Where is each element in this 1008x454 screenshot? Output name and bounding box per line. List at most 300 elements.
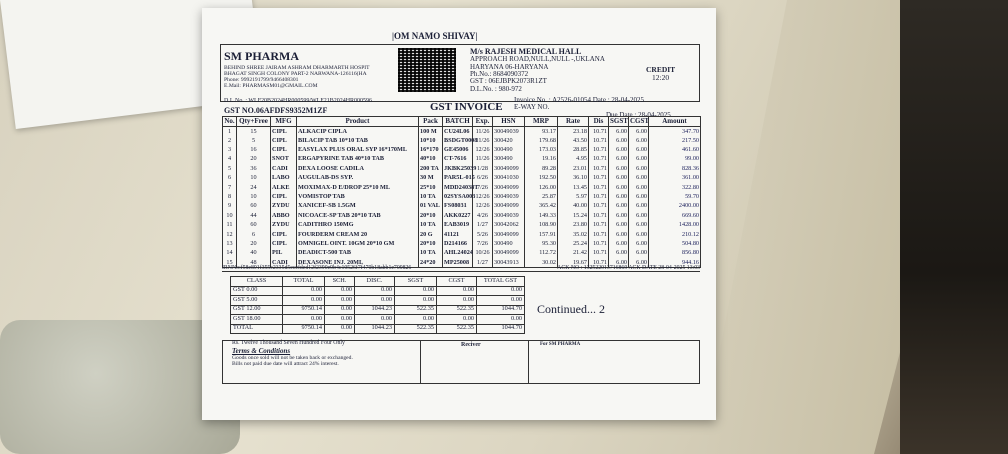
table-cell: 15.24: [558, 211, 589, 220]
table-cell: 6.00: [609, 211, 629, 220]
tax-cell: 0.00: [395, 286, 437, 296]
table-cell: FS08031: [443, 202, 473, 211]
table-cell: 6.00: [609, 127, 629, 136]
table-cell: CIPL: [271, 240, 297, 249]
table-cell: 20*10: [419, 240, 443, 249]
table-cell: 10*10: [419, 136, 443, 145]
table-cell: MP25008: [443, 258, 473, 267]
items-table: [222, 116, 701, 268]
table-cell: 828.36: [649, 164, 701, 173]
buyer-line: GST : 06EJBPK2073R1ZT: [470, 77, 547, 86]
table-cell: 10 TA: [419, 221, 443, 230]
buyer-name: M/s RAJESH MEDICAL HALL: [470, 47, 582, 56]
tax-cell: 9750.14: [283, 324, 325, 334]
table-cell: 6.00: [629, 221, 649, 230]
table-cell: 1428.00: [649, 221, 701, 230]
tax-cell: 0.00: [283, 286, 325, 296]
table-cell: 6.00: [629, 240, 649, 249]
table-cell: 25.24: [558, 240, 589, 249]
table-cell: 6.00: [609, 221, 629, 230]
table-row: [223, 136, 701, 145]
table-cell: 10.71: [589, 164, 609, 173]
credit-block: [646, 66, 675, 82]
table-cell: 35.02: [558, 230, 589, 239]
tax-column-header: TOTAL GST: [477, 277, 525, 287]
tax-row: [231, 296, 525, 306]
table-cell: 10.71: [589, 193, 609, 202]
table-cell: 10.71: [589, 155, 609, 164]
invoice-number: Invoice No. : A2526-01054 Date : 28-04-2025: [514, 96, 645, 104]
table-cell: 6.00: [609, 174, 629, 183]
gst-invoice-document: [202, 8, 716, 420]
table-cell: 11/26: [473, 127, 493, 136]
table-cell: 36: [237, 164, 271, 173]
table-cell: 30.02: [525, 258, 558, 267]
column-header: SGST: [610, 117, 628, 125]
table-cell: 23.01: [558, 164, 589, 173]
column-header: Product: [297, 117, 419, 127]
table-cell: 200 TA: [419, 164, 443, 173]
tax-cell: 0.00: [477, 296, 525, 306]
table-cell: 347.70: [649, 127, 701, 136]
table-cell: CADI: [271, 258, 297, 267]
table-cell: 11/26: [473, 136, 493, 145]
table-cell: 43.50: [558, 136, 589, 145]
table-cell: PIL: [271, 249, 297, 258]
table-cell: 300490: [493, 155, 525, 164]
table-cell: MOXIMAX-D E/DROP 25*10 ML: [297, 183, 419, 192]
tax-cell: GST 18.00: [231, 315, 283, 325]
table-cell: 41121: [443, 230, 473, 239]
seller-address-line: BHAGAT SINGH COLONY PART-2 NARWANA-126116(HA: [224, 70, 367, 77]
tax-header-row: [231, 277, 525, 287]
table-cell: 6.00: [609, 183, 629, 192]
table-cell: 7/26: [473, 183, 493, 192]
table-cell: 30 M: [419, 174, 443, 183]
table-cell: 210.12: [649, 230, 701, 239]
table-cell: 60: [237, 221, 271, 230]
table-cell: DEADICT-500 TAB: [297, 249, 419, 258]
table-cell: 6.00: [609, 249, 629, 258]
tax-column-header: SGST: [395, 277, 437, 287]
tax-cell: 0.00: [325, 315, 355, 325]
table-cell: SNOT: [271, 155, 297, 164]
table-cell: DEXASONE INJ. 20ML: [297, 258, 419, 267]
table-cell: 3: [223, 146, 237, 155]
table-cell: 11: [223, 221, 237, 230]
table-cell: 30049099: [493, 249, 525, 258]
column-header: HSN: [493, 117, 525, 127]
table-cell: 13: [223, 240, 237, 249]
table-cell: 30041030: [493, 174, 525, 183]
table-cell: 1: [223, 127, 237, 136]
table-cell: 40: [237, 249, 271, 258]
table-cell: 6.00: [609, 193, 629, 202]
table-cell: 192.50: [525, 174, 558, 183]
table-cell: 10.71: [589, 183, 609, 192]
table-cell: 6.00: [629, 183, 649, 192]
table-cell: 6.00: [629, 211, 649, 220]
tax-cell: 522.35: [395, 324, 437, 334]
items-header-row: [223, 117, 701, 127]
table-row: [223, 146, 701, 155]
table-cell: 10 TA: [419, 193, 443, 202]
table-cell: 112.72: [525, 249, 558, 258]
seller-gst-number: GST NO.06AFDFS9352M1ZF: [224, 106, 328, 115]
table-cell: JKBK25039: [444, 164, 477, 172]
tax-summary-table: [230, 276, 525, 334]
terms-line: Goods once sold will not be taken back or exchanged.: [232, 355, 353, 361]
table-cell: 149.33: [525, 211, 558, 220]
table-row: [223, 211, 701, 220]
table-cell: 4/26: [473, 211, 493, 220]
buyer-line: D.L.No. : 980-972: [470, 84, 522, 93]
table-cell: 6.00: [629, 174, 649, 183]
buyer-line: HARYANA 06-HARYANA: [470, 62, 549, 71]
table-cell: 6.00: [609, 164, 629, 173]
qr-code-image: [398, 48, 456, 92]
table-cell: VOMISTOP TAB: [297, 193, 419, 202]
table-cell: 5: [223, 164, 237, 173]
table-cell: ZYDU: [271, 221, 297, 230]
table-cell: ALKE: [271, 183, 297, 192]
table-cell: 15: [223, 258, 237, 267]
table-cell: 10.71: [589, 211, 609, 220]
table-cell: LABO: [271, 174, 297, 183]
table-cell: 28.85: [558, 146, 589, 155]
eway-number: E-WAY NO.: [514, 103, 550, 112]
for-shop-label: For SM PHARMA: [540, 342, 581, 347]
table-cell: 6.00: [629, 146, 649, 155]
table-row: [223, 174, 701, 183]
table-cell: 02SYSA003: [444, 193, 476, 201]
table-cell: 20: [237, 240, 271, 249]
table-cell: CIPL: [271, 136, 297, 145]
tax-cell: 1044.70: [477, 305, 525, 315]
table-cell: 20*10: [419, 211, 443, 220]
ack-info: ACK NO : 132522013716869 ACK DATE 28-04-2025 13:03: [557, 265, 700, 271]
table-cell: EASYLAX PLUS ORAL SYP 16*170ML: [297, 146, 419, 155]
tax-cell: 1044.23: [355, 305, 395, 315]
table-cell: 944.16: [649, 258, 701, 267]
table-cell: 16*170: [419, 146, 443, 155]
tax-cell: 0.00: [395, 315, 437, 325]
tax-cell: 1044.23: [355, 324, 395, 334]
table-cell: 14: [223, 249, 237, 258]
seller-phone: Phone: 9992191799/9466408301: [224, 76, 299, 83]
table-cell: 6.00: [609, 240, 629, 249]
table-cell: BILACIP TAB 10*10 TAB: [297, 136, 419, 145]
table-cell: 10: [237, 174, 271, 183]
table-cell: 108.90: [525, 221, 558, 230]
tax-cell: 0.00: [325, 286, 355, 296]
table-cell: 10.71: [589, 249, 609, 258]
table-cell: 6.00: [629, 202, 649, 211]
table-cell: 23.18: [558, 127, 589, 136]
table-cell: MDD24038T: [444, 183, 479, 191]
due-date: Due Date : 28-04-2025: [606, 110, 671, 119]
receiver-label: Reciver: [461, 342, 481, 348]
table-cell: 30049039: [493, 211, 525, 220]
table-cell: 9: [223, 202, 237, 211]
table-cell: 173.03: [525, 146, 558, 155]
table-cell: 30049039: [493, 127, 525, 136]
table-cell: 95.30: [525, 240, 558, 249]
table-cell: 12/26: [473, 202, 493, 211]
table-cell: 36.10: [558, 174, 589, 183]
irn-number: IRNNo:f58e891f355c2335d5ecefded12f2390e9b4c10526f7f470b18abb1e709826: [222, 265, 412, 271]
table-cell: 6.00: [609, 136, 629, 145]
seller-dl-number: D.L.No. : WLF20B2024HR000599/WLF21B2024HR000596: [224, 98, 373, 104]
tax-cell: 0.00: [437, 296, 477, 306]
table-cell: 6.00: [609, 155, 629, 164]
column-header: Dis: [589, 117, 609, 127]
tax-cell: 0.00: [283, 296, 325, 306]
tax-cell: 0.00: [437, 286, 477, 296]
tax-cell: 0.00: [437, 315, 477, 325]
tax-cell: 0.00: [325, 296, 355, 306]
table-cell: 30049039: [493, 193, 525, 202]
tax-cell: 0.00: [283, 315, 325, 325]
table-cell: 20 G: [419, 230, 443, 239]
tax-cell: 522.35: [437, 324, 477, 334]
table-cell: 179.68: [525, 136, 558, 145]
table-cell: 6: [237, 230, 271, 239]
table-cell: 300490: [493, 146, 525, 155]
table-cell: 24*20: [419, 258, 443, 267]
table-cell: 10.71: [589, 136, 609, 145]
table-cell: 30042062: [493, 221, 525, 230]
column-header: Exp.: [473, 117, 493, 127]
table-cell: 25*10: [419, 183, 443, 192]
table-cell: 48: [237, 258, 271, 267]
column-header: CGST: [630, 117, 650, 125]
table-cell: BSDGT0008: [444, 136, 478, 144]
terms-text: [232, 356, 353, 368]
column-header: MRP: [525, 117, 558, 127]
table-cell: 19.67: [558, 258, 589, 267]
table-cell: 7/26: [473, 240, 493, 249]
table-row: [223, 221, 701, 230]
table-cell: 10.71: [589, 230, 609, 239]
table-cell: NICOACE-SP TAB 20*10 TAB: [297, 211, 419, 220]
table-cell: 10.71: [589, 240, 609, 249]
tax-cell: 0.00: [325, 305, 355, 315]
table-row: [223, 193, 701, 202]
table-cell: CIPL: [271, 193, 297, 202]
column-header: Rate: [558, 117, 589, 127]
table-cell: 6.00: [609, 258, 629, 267]
table-cell: D214166: [443, 240, 473, 249]
table-cell: 20: [237, 155, 271, 164]
buyer-block: [470, 48, 620, 93]
table-row: [223, 240, 701, 249]
table-cell: 6.00: [609, 146, 629, 155]
table-cell: CU24L06: [443, 127, 473, 136]
table-cell: 100 M: [419, 127, 443, 136]
table-cell: 10/26: [473, 249, 493, 258]
table-cell: 10 TA: [419, 249, 443, 258]
table-cell: 6/26: [473, 174, 493, 183]
table-cell: 1/27: [473, 258, 493, 267]
amount-in-words: Rs. Twelve Thousand Seven Hundred Four Only: [232, 340, 345, 346]
table-cell: 6.00: [629, 193, 649, 202]
table-cell: 30049099: [493, 183, 525, 192]
table-cell: 40.00: [558, 202, 589, 211]
table-cell: 23.80: [558, 221, 589, 230]
table-cell: 44: [237, 211, 271, 220]
table-cell: 126.00: [525, 183, 558, 192]
table-cell: 12: [223, 230, 237, 239]
table-cell: 25.87: [525, 193, 558, 202]
table-cell: 30043913: [493, 258, 525, 267]
table-cell: 461.60: [649, 146, 701, 155]
seller-address: [224, 66, 384, 89]
table-cell: 7: [223, 183, 237, 192]
table-cell: 10.71: [589, 174, 609, 183]
table-cell: 30049099: [493, 230, 525, 239]
buyer-line: APPROACH ROAD,NULL,NULL -,UKLANA: [470, 55, 605, 64]
seller-email: E.Mail: PHARMASM01@GMAIL.COM: [224, 82, 318, 89]
table-cell: AHL24024: [444, 249, 473, 257]
table-cell: 6.00: [609, 202, 629, 211]
table-cell: 6.00: [629, 230, 649, 239]
tax-cell: 0.00: [355, 315, 395, 325]
tax-cell: GST 12.00: [231, 305, 283, 315]
tax-cell: 0.00: [477, 315, 525, 325]
continued-note: Continued... 2: [537, 302, 605, 316]
table-cell: CIPL: [271, 230, 297, 239]
table-row: [223, 164, 701, 173]
table-cell: CADITHRO 150MG: [297, 221, 419, 230]
table-cell: 10.71: [589, 258, 609, 267]
table-row: [223, 230, 701, 239]
column-header: BATCH: [443, 117, 473, 127]
tax-cell: 0.00: [355, 286, 395, 296]
table-cell: 6.00: [609, 230, 629, 239]
table-row: [223, 249, 701, 258]
table-cell: 217.50: [649, 136, 701, 145]
footer-divider: [528, 340, 529, 384]
tax-row: [231, 324, 525, 334]
table-cell: 30049099: [493, 202, 525, 211]
tax-row: [231, 305, 525, 315]
table-cell: 89.28: [525, 164, 558, 173]
table-cell: 10.71: [589, 146, 609, 155]
seller-name: SM PHARMA: [224, 49, 299, 63]
tax-column-header: SCH.: [325, 277, 355, 287]
column-header: Qty+Free: [237, 117, 271, 127]
table-cell: 11/26: [473, 155, 493, 164]
table-cell: 2: [223, 136, 237, 145]
tax-cell: 522.35: [395, 305, 437, 315]
column-header: MFG: [271, 117, 297, 127]
credit-label: CREDIT: [646, 65, 676, 74]
table-cell: ALKACIP CIPLA: [297, 127, 419, 136]
table-cell: 15: [237, 127, 271, 136]
table-cell: 6.00: [629, 258, 649, 267]
table-cell: 1/27: [473, 221, 493, 230]
table-cell: 6.00: [629, 155, 649, 164]
table-cell: 10: [223, 211, 237, 220]
table-cell: 365.42: [525, 202, 558, 211]
tax-cell: 522.35: [437, 305, 477, 315]
terms-heading: Terms & Conditions: [232, 347, 291, 355]
tax-cell: 9750.14: [283, 305, 325, 315]
tax-row: [231, 315, 525, 325]
column-header: No.: [224, 117, 235, 125]
tax-cell: 0.00: [395, 296, 437, 306]
table-cell: 5/26: [473, 230, 493, 239]
tax-cell: TOTAL: [231, 324, 283, 334]
irn-line: [222, 265, 700, 272]
table-cell: 60: [237, 202, 271, 211]
table-cell: 300490: [493, 240, 525, 249]
table-cell: AUGULAB-DS SYP.: [297, 174, 419, 183]
table-cell: 6: [223, 174, 237, 183]
table-cell: PAR5L-015: [444, 174, 475, 182]
table-cell: 93.17: [525, 127, 558, 136]
table-cell: ABBO: [271, 211, 297, 220]
table-cell: 361.00: [649, 174, 701, 183]
table-cell: 10.71: [589, 127, 609, 136]
table-cell: 24: [237, 183, 271, 192]
table-cell: 40*10: [419, 155, 443, 164]
tax-cell: GST 5.00: [231, 296, 283, 306]
dark-background: [900, 0, 1008, 454]
tax-cell: 0.00: [477, 286, 525, 296]
table-cell: 12/26: [473, 193, 493, 202]
table-cell: 19.16: [525, 155, 558, 164]
invoice-title: GST INVOICE: [430, 101, 503, 113]
tax-cell: 0.00: [355, 296, 395, 306]
table-row: [223, 127, 701, 136]
table-cell: 13.45: [558, 183, 589, 192]
table-cell: 6.00: [629, 136, 649, 145]
table-cell: GE45006: [443, 146, 473, 155]
table-cell: AKK0227: [443, 211, 473, 220]
table-cell: 30049099: [493, 164, 525, 173]
seller-address-line: BEHIND SHREE JAIRAM ASHRAM DHARMARTH HOSPIT: [224, 65, 370, 71]
tax-cell: GST 0.00: [231, 286, 283, 296]
table-cell: 5.97: [558, 193, 589, 202]
table-cell: CIPL: [271, 146, 297, 155]
table-cell: 59.70: [649, 193, 701, 202]
table-cell: 10.71: [589, 221, 609, 230]
table-cell: 10.71: [589, 202, 609, 211]
table-cell: 504.80: [649, 240, 701, 249]
terms-line: Bills not paid due date will attract 24% interest.: [232, 360, 339, 367]
table-cell: 21.42: [558, 249, 589, 258]
table-cell: 5: [237, 136, 271, 145]
tax-column-header: TOTAL: [283, 277, 325, 287]
table-cell: 6.00: [629, 249, 649, 258]
table-cell: CADI: [271, 164, 297, 173]
column-header: Amount: [649, 117, 701, 127]
table-cell: CT-7616: [443, 155, 473, 164]
table-cell: 6.00: [629, 127, 649, 136]
table-cell: 12/26: [473, 146, 493, 155]
motto: |OM NAMO SHIVAY|: [392, 31, 478, 41]
table-cell: 2400.00: [649, 202, 701, 211]
table-cell: 6.00: [629, 164, 649, 173]
tax-column-header: CLASS: [231, 277, 283, 287]
table-row: [223, 155, 701, 164]
table-cell: CIPL: [271, 127, 297, 136]
footer-divider: [420, 340, 421, 384]
table-cell: 669.60: [649, 211, 701, 220]
tax-column-header: CGST: [437, 277, 477, 287]
